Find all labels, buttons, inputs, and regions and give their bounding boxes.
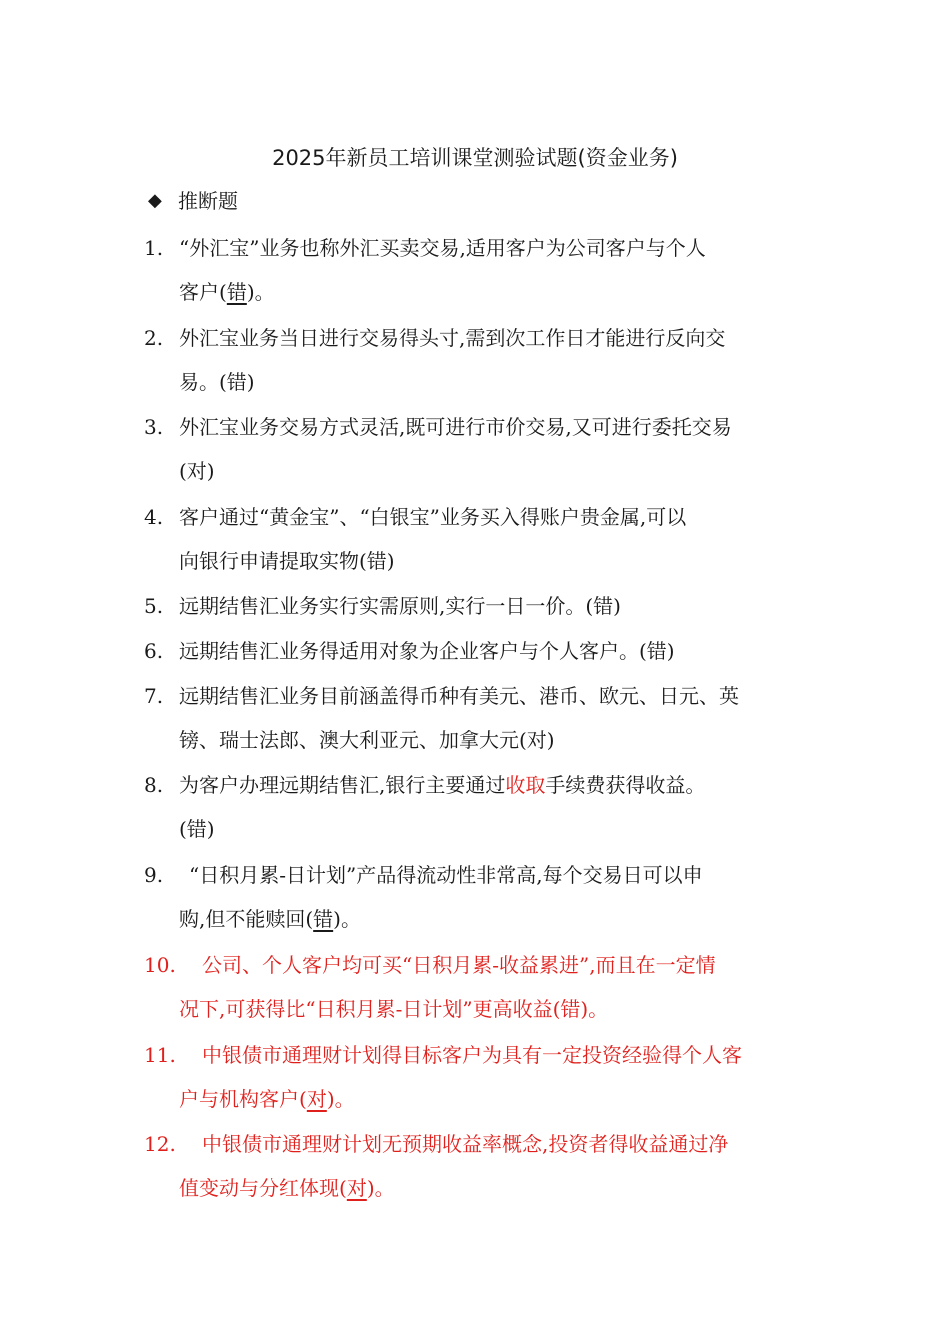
line2-post: )。 (326, 1087, 355, 1111)
question-number: 3. (144, 415, 164, 439)
question-text-line1: “日积月累-日计划”产品得流动性非常高,每个交易日可以申 (189, 863, 703, 887)
question-number: 4. (144, 505, 164, 529)
question-text-line1: 远期结售汇业务目前涵盖得币种有美元、港币、欧元、日元、英 (179, 684, 739, 708)
question-text-line2 (179, 1084, 355, 1114)
line1-post: 手续费获得收益。 (545, 773, 706, 797)
question-number: 10. (144, 953, 176, 977)
question-text-line2 (179, 904, 361, 934)
line2-pre: 客户( (179, 280, 227, 304)
question-number: 11. (144, 1043, 176, 1067)
line2-post: )。 (366, 1176, 395, 1200)
question-text-line2: 向银行申请提取实物(错) (179, 549, 395, 573)
line2-pre: 户与机构客户( (179, 1087, 307, 1111)
question-number: 8. (144, 773, 164, 797)
question-number: 9. (144, 863, 164, 887)
line2-pre: 购,但不能赎回( (179, 907, 314, 931)
question-text-line1 (179, 770, 705, 800)
question-text-line1: 公司、个人客户均可买“日积月累-收益累进”,而且在一定情 (202, 953, 716, 977)
question-number: 6. (144, 639, 164, 663)
question-text-line2 (179, 277, 275, 307)
question-number: 1. (144, 236, 164, 260)
page-title: 2025年新员工培训课堂测验试题(资金业务) (272, 146, 678, 170)
section-label: 推断题 (178, 189, 238, 213)
question-text-line1: “外汇宝”业务也称外汇买卖交易,适用客户为公司客户与个人 (179, 236, 706, 260)
question-text-line1: 客户通过“黄金宝”、“白银宝”业务买入得账户贵金属,可以 (179, 505, 687, 529)
answer-underlined: 错 (313, 907, 334, 931)
question-text-line1: 外汇宝业务交易方式灵活,既可进行市价交易,又可进行委托交易 (179, 415, 732, 439)
question-text-line2: (错) (179, 817, 215, 841)
question-number: 12. (144, 1132, 176, 1156)
question-number: 2. (144, 326, 164, 350)
highlight-red-text: 收取 (505, 773, 546, 797)
section-heading (148, 186, 238, 216)
question-text-line2: 易。(错) (179, 370, 255, 394)
question-text-line1: 中银债市通理财计划无预期收益率概念,投资者得收益通过净 (202, 1132, 729, 1156)
question-text-line1: 中银债市通理财计划得目标客户为具有一定投资经验得个人客 (202, 1043, 742, 1067)
answer-underlined: 错 (226, 280, 247, 304)
answer-underlined: 对 (346, 1176, 367, 1200)
question-text-line2 (179, 1173, 395, 1203)
question-text-line2: 镑、瑞士法郎、澳大利亚元、加拿大元(对) (179, 728, 555, 752)
question-text-line1: 远期结售汇业务得适用对象为企业客户与个人客户。(错) (179, 639, 675, 663)
question-text-line1: 远期结售汇业务实行实需原则,实行一日一价。(错) (179, 594, 621, 618)
question-number: 5. (144, 594, 164, 618)
question-number: 7. (144, 684, 164, 708)
answer-underlined: 对 (306, 1087, 327, 1111)
line2-post: )。 (246, 280, 275, 304)
line2-post: )。 (333, 907, 361, 931)
question-text-line2: (对) (179, 459, 215, 483)
question-text-line2: 况下,可获得比“日积月累-日计划”更高收益(错)。 (179, 997, 609, 1021)
diamond-icon: ◆ (148, 190, 162, 211)
line2-pre: 值变动与分红体现( (179, 1176, 347, 1200)
line1-pre: 为客户办理远期结售汇,银行主要通过 (179, 773, 506, 797)
question-text-line1: 外汇宝业务当日进行交易得头寸,需到次工作日才能进行反向交 (179, 326, 726, 350)
